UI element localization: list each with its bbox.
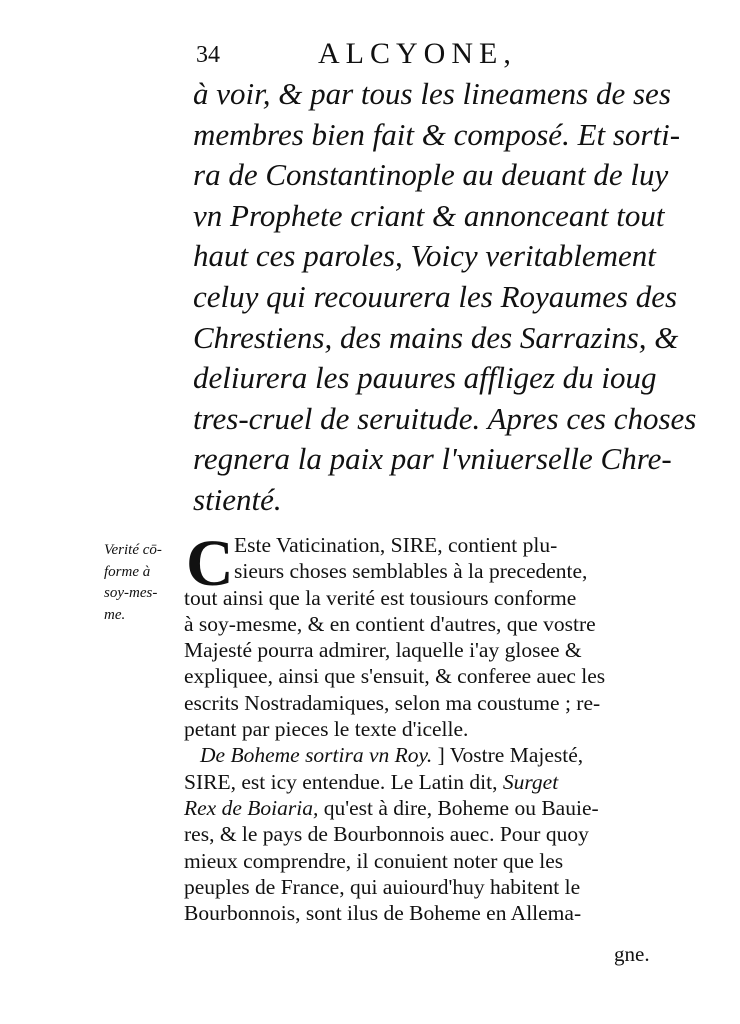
- marginal-note-line: forme à: [104, 563, 151, 580]
- commentary-line: mieux comprendre, il conuient noter que les: [184, 848, 564, 873]
- commentary-line: à soy-mesme, & en contient d'autres, que vostre: [184, 611, 596, 636]
- prophecy-line: stienté.: [193, 481, 282, 517]
- latin-quote: Surget: [502, 769, 559, 794]
- prophecy-line: membres bien fait & composé. Et sorti-: [193, 116, 681, 152]
- commentary-line: res, & le pays de Bourbonnois auec. Pour quoy: [184, 822, 589, 847]
- commentary-paragraph-start: [184, 742, 674, 768]
- prophecy-line: celuy qui recouurera les Royaumes des: [193, 278, 678, 314]
- commentary-line: [184, 769, 674, 795]
- commentary-line: tout ainsi que la verité est tousiours conforme: [184, 585, 577, 610]
- page-header: [196, 34, 546, 74]
- commentary-text-run: qu'est à dire, Boheme ou Bauie-: [323, 795, 599, 820]
- prophecy-line: vn Prophete criant & annonceant tout: [193, 197, 665, 233]
- prophecy-line: haut ces paroles, Voicy veritablement: [193, 238, 656, 274]
- commentary-line: escrits Nostradamiques, selon ma coustume ; re-: [184, 690, 601, 715]
- running-title: ALCYONE,: [318, 37, 517, 70]
- commentary-line: Majesté pourra admirer, laquelle i'ay glosee &: [184, 638, 582, 663]
- latin-quote: Rex de Boiaria,: [184, 795, 319, 820]
- marginal-note: [104, 540, 182, 626]
- marginal-note-line: soy-mes-: [104, 585, 158, 601]
- commentary-line: [184, 795, 674, 821]
- quoted-prophecy: De Boheme sortira vn Roy.: [200, 743, 433, 768]
- drop-cap: C: [186, 527, 234, 600]
- prophecy-line: Chrestiens, des mains des Sarrazins, &: [193, 319, 679, 355]
- prophecy-line: deliurera les pauures affligez du ioug: [193, 360, 657, 396]
- prophecy-text: [193, 74, 697, 521]
- catchword: gne.: [614, 942, 650, 966]
- marginal-note-line: Verité cō-: [104, 542, 162, 558]
- commentary-line: Este Vaticination, SIRE, contient plu-: [234, 533, 558, 557]
- page-number: 34: [196, 42, 220, 68]
- commentary-line: Bourbonnois, sont ilus de Boheme en Allema-: [184, 901, 582, 926]
- commentary-text-run: ] Vostre Majesté,: [437, 743, 584, 768]
- commentary-text: [184, 527, 674, 926]
- prophecy-line: tres-cruel de seruitude. Apres ces choses: [193, 400, 697, 436]
- prophecy-line: ra de Constantinople au deuant de luy: [193, 157, 669, 193]
- commentary-text-run: SIRE, est icy entendue. Le Latin dit,: [184, 769, 498, 794]
- commentary-line: expliquee, ainsi que s'ensuit, & conferee auec les: [184, 664, 606, 689]
- marginal-note-line: me.: [104, 606, 126, 623]
- prophecy-line: à voir, & par tous les lineamens de ses: [193, 76, 671, 111]
- commentary-line: peuples de France, qui auiourd'huy habitent le: [184, 874, 581, 899]
- commentary-line: petant par pieces le texte d'icelle.: [184, 717, 469, 742]
- prophecy-line: regnera la paix par l'vniuerselle Chre-: [193, 441, 672, 477]
- commentary-line: sieurs choses semblables à la precedente,: [234, 559, 588, 584]
